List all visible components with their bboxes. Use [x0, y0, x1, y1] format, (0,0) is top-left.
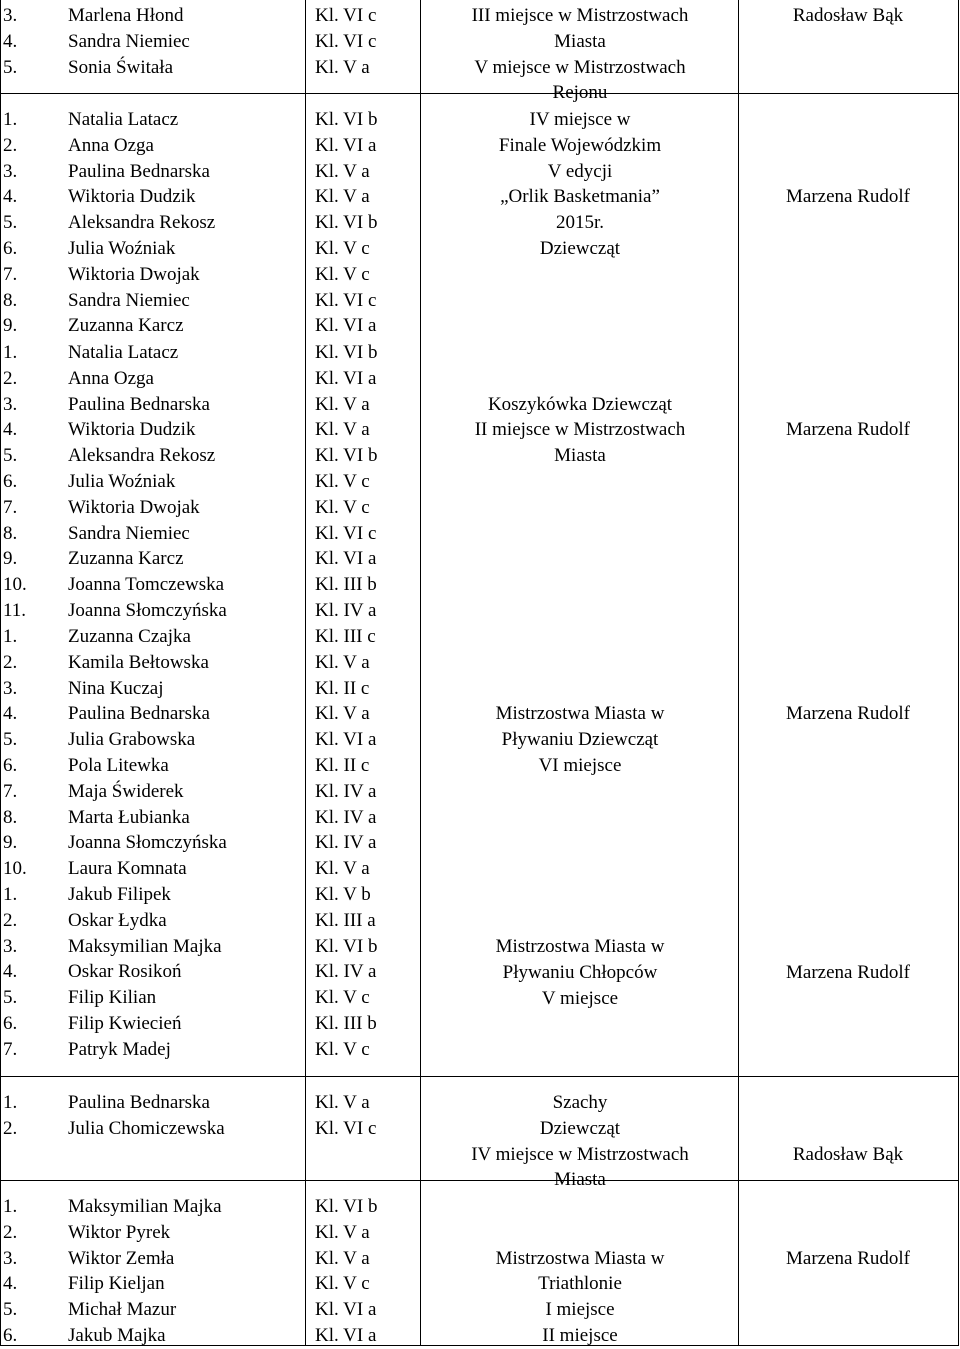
- row-number: 4.: [3, 186, 18, 208]
- student-class: Kl. IV a: [315, 806, 377, 828]
- row-number: 2.: [3, 367, 18, 389]
- student-name: Sandra Niemiec: [68, 522, 190, 544]
- row-number: 7.: [3, 780, 18, 802]
- student-name: Paulina Bednarska: [68, 1092, 210, 1113]
- row-number: 3.: [3, 160, 18, 182]
- student-class: Kl. V c: [315, 238, 370, 259]
- row-number: 9.: [3, 832, 18, 854]
- row-number: 2.: [3, 1221, 18, 1243]
- student-class: Kl. IV a: [315, 600, 377, 621]
- column-rule: [305, 0, 306, 1346]
- row-number: 2.: [3, 1117, 18, 1139]
- student-class: Kl. V a: [315, 858, 370, 880]
- student-class: Kl. VI c: [315, 289, 377, 311]
- student-name: Natalia Latacz: [68, 109, 179, 130]
- teacher-name: Marzena Rudolf: [786, 1247, 910, 1269]
- student-name: Aleksandra Rekosz: [68, 445, 216, 467]
- student-name: Filip Kieljan: [68, 1273, 165, 1295]
- student-class: Kl. V a: [315, 186, 370, 208]
- student-class: Kl. VI a: [315, 315, 377, 337]
- achievement-line: II miejsce w Mistrzostwach: [474, 419, 686, 441]
- student-name: Marlena Hłond: [68, 5, 184, 26]
- student-name: Sandra Niemiec: [68, 289, 190, 311]
- student-name: Joanna Tomczewska: [68, 574, 225, 596]
- row-number: 3.: [3, 393, 18, 415]
- student-class: Kl. VI b: [315, 109, 378, 130]
- student-name: Paulina Bednarska: [68, 160, 210, 182]
- achievement-line: II miejsce: [542, 1325, 618, 1346]
- achievement-line: V miejsce: [541, 987, 619, 1009]
- row-number: 8.: [3, 522, 18, 544]
- row-number: 1.: [3, 1092, 18, 1113]
- row-number: 8.: [3, 289, 18, 311]
- row-number: 2.: [3, 651, 18, 673]
- column-rule: [738, 0, 739, 1346]
- teacher-name: Radosław Bąk: [792, 5, 904, 26]
- column-rule: [958, 0, 959, 1346]
- student-name: Julia Woźniak: [68, 238, 176, 259]
- student-name: Michał Mazur: [68, 1299, 177, 1321]
- achievement-line: V miejsce w Mistrzostwach: [474, 56, 686, 78]
- row-number: 4.: [3, 1273, 18, 1295]
- row-number: 10.: [3, 858, 27, 880]
- achievement-line: Koszykówka Dziewcząt: [487, 393, 673, 415]
- student-name: Oskar Łydka: [68, 909, 167, 931]
- achievement-line: Miasta: [554, 1169, 606, 1191]
- student-name: Filip Kilian: [68, 987, 157, 1009]
- student-name: Laura Komnata: [68, 858, 187, 880]
- student-class: Kl. III b: [315, 1013, 377, 1034]
- achievement-line: Szachy: [552, 1092, 608, 1113]
- row-number: 4.: [3, 703, 18, 725]
- student-name: Anna Ozga: [68, 134, 154, 156]
- teacher-name: Marzena Rudolf: [786, 186, 910, 208]
- row-number: 10.: [3, 574, 27, 596]
- student-class: Kl. V a: [315, 56, 370, 78]
- row-number: 2.: [3, 134, 18, 156]
- achievement-line: „Orlik Basketmania”: [500, 186, 660, 208]
- student-class: Kl. VI a: [315, 1299, 377, 1321]
- student-name: Patryk Madej: [68, 1038, 171, 1060]
- student-class: Kl. V a: [315, 703, 370, 725]
- row-number: 5.: [3, 445, 18, 467]
- student-name: Filip Kwiecień: [68, 1013, 182, 1034]
- column-rule: [420, 0, 421, 1346]
- student-name: Nina Kuczaj: [68, 677, 164, 699]
- student-class: Kl. IV a: [315, 961, 377, 983]
- row-number: 6.: [3, 238, 18, 259]
- student-name: Kamila Bełtowska: [68, 651, 209, 673]
- row-number: 7.: [3, 496, 18, 518]
- row-number: 2.: [3, 909, 18, 931]
- student-class: Kl. V a: [315, 651, 370, 673]
- achievement-line: Triathlonie: [538, 1273, 622, 1295]
- student-name: Wiktoria Dwojak: [68, 263, 200, 285]
- achievement-line: VI miejsce: [538, 755, 622, 776]
- student-class: Kl. VI b: [315, 935, 378, 957]
- achievement-line: Pływaniu Chłopców: [502, 961, 658, 983]
- achievement-line: IV miejsce w: [529, 109, 631, 130]
- student-class: Kl. II c: [315, 677, 370, 699]
- student-name: Paulina Bednarska: [68, 393, 210, 415]
- student-class: Kl. V a: [315, 1092, 370, 1113]
- row-number: 6.: [3, 471, 18, 492]
- row-number: 1.: [3, 884, 18, 905]
- achievement-line: III miejsce w Mistrzostwach: [471, 5, 689, 26]
- row-number: 4.: [3, 419, 18, 441]
- student-class: Kl. VI b: [315, 1196, 378, 1217]
- student-name: Zuzanna Karcz: [68, 548, 184, 570]
- student-name: Wiktoria Dudzik: [68, 419, 196, 441]
- achievement-line: Dziewcząt: [539, 1117, 621, 1139]
- teacher-name: Radosław Bąk: [792, 1143, 904, 1165]
- row-number: 8.: [3, 806, 18, 828]
- student-class: Kl. V c: [315, 263, 370, 285]
- student-name: Jakub Filipek: [68, 884, 171, 905]
- student-name: Anna Ozga: [68, 367, 154, 389]
- student-name: Maksymilian Majka: [68, 935, 222, 957]
- student-class: Kl. VI b: [315, 212, 378, 234]
- row-number: 7.: [3, 1038, 18, 1060]
- student-class: Kl. V a: [315, 419, 370, 441]
- student-name: Pola Litewka: [68, 755, 169, 776]
- row-number: 6.: [3, 1325, 18, 1346]
- student-class: Kl. VI c: [315, 5, 377, 26]
- student-class: Kl. II c: [315, 755, 370, 776]
- achievement-line: Dziewcząt: [539, 238, 621, 259]
- student-class: Kl. V c: [315, 1273, 370, 1295]
- row-number: 11.: [3, 600, 27, 621]
- student-class: Kl. V a: [315, 160, 370, 182]
- row-number: 1.: [3, 109, 18, 130]
- row-number: 1.: [3, 342, 18, 363]
- achievement-line: Pływaniu Dziewcząt: [501, 729, 659, 751]
- student-name: Jakub Majka: [68, 1325, 166, 1346]
- student-name: Natalia Latacz: [68, 342, 179, 363]
- student-name: Zuzanna Karcz: [68, 315, 184, 337]
- teacher-name: Marzena Rudolf: [786, 419, 910, 441]
- student-name: Joanna Słomczyńska: [68, 600, 227, 621]
- achievement-line: Finale Wojewódzkim: [498, 134, 662, 156]
- student-name: Wiktoria Dudzik: [68, 186, 196, 208]
- student-class: Kl. V a: [315, 1247, 370, 1269]
- row-number: 9.: [3, 315, 18, 337]
- student-class: Kl. IV a: [315, 832, 377, 854]
- student-class: Kl. III c: [315, 626, 376, 647]
- student-name: Sonia Świtała: [68, 56, 174, 78]
- row-number: 4.: [3, 961, 18, 983]
- teacher-name: Marzena Rudolf: [786, 703, 910, 725]
- student-name: Joanna Słomczyńska: [68, 832, 227, 854]
- student-name: Zuzanna Czajka: [68, 626, 191, 647]
- row-number: 3.: [3, 5, 18, 26]
- teacher-name: Marzena Rudolf: [786, 961, 910, 983]
- achievement-line: IV miejsce w Mistrzostwach: [471, 1143, 689, 1165]
- row-number: 4.: [3, 30, 18, 52]
- row-number: 5.: [3, 987, 18, 1009]
- student-class: Kl. VI a: [315, 134, 377, 156]
- student-class: Kl. VI a: [315, 367, 377, 389]
- row-number: 3.: [3, 935, 18, 957]
- student-name: Julia Woźniak: [68, 471, 176, 492]
- student-class: Kl. VI c: [315, 30, 377, 52]
- student-class: Kl. V c: [315, 471, 370, 492]
- student-class: Kl. VI b: [315, 445, 378, 467]
- achievement-line: 2015r.: [555, 212, 605, 234]
- achievement-line: V edycji: [547, 160, 613, 182]
- student-class: Kl. V c: [315, 1038, 370, 1060]
- student-class: Kl. V c: [315, 496, 370, 518]
- student-name: Julia Chomiczewska: [68, 1117, 225, 1139]
- row-number: 5.: [3, 212, 18, 234]
- student-name: Wiktoria Dwojak: [68, 496, 200, 518]
- student-class: Kl. III b: [315, 574, 377, 596]
- student-class: Kl. VI c: [315, 522, 377, 544]
- student-class: Kl. VI a: [315, 1325, 377, 1346]
- row-number: 6.: [3, 755, 18, 776]
- achievement-line: Mistrzostwa Miasta w: [495, 703, 665, 725]
- achievement-line: Miasta: [554, 30, 606, 52]
- student-name: Wiktor Pyrek: [68, 1221, 171, 1243]
- student-name: Oskar Rosikoń: [68, 961, 182, 983]
- row-number: 5.: [3, 729, 18, 751]
- column-rule: [0, 0, 1, 1346]
- student-name: Marta Łubianka: [68, 806, 190, 828]
- row-number: 5.: [3, 1299, 18, 1321]
- row-number: 6.: [3, 1013, 18, 1034]
- student-class: Kl. VI b: [315, 342, 378, 363]
- student-name: Julia Grabowska: [68, 729, 196, 751]
- student-class: Kl. V c: [315, 987, 370, 1009]
- student-name: Aleksandra Rekosz: [68, 212, 216, 234]
- achievement-line: Mistrzostwa Miasta w: [495, 1247, 665, 1269]
- student-class: Kl. V a: [315, 1221, 370, 1243]
- student-class: Kl. V b: [315, 884, 371, 905]
- student-class: Kl. VI c: [315, 1117, 377, 1139]
- row-number: 1.: [3, 1196, 18, 1217]
- row-number: 3.: [3, 1247, 18, 1269]
- achievement-line: Mistrzostwa Miasta w: [495, 936, 665, 957]
- achievement-line: Miasta: [554, 445, 606, 467]
- row-number: 1.: [3, 626, 18, 647]
- achievement-line: Rejonu: [552, 82, 608, 104]
- student-name: Maksymilian Majka: [68, 1196, 222, 1217]
- student-name: Paulina Bednarska: [68, 703, 210, 725]
- student-class: Kl. IV a: [315, 780, 377, 802]
- student-class: Kl. VI a: [315, 548, 377, 570]
- row-number: 3.: [3, 677, 18, 699]
- row-number: 5.: [3, 56, 18, 78]
- student-class: Kl. V a: [315, 393, 370, 415]
- row-number: 7.: [3, 263, 18, 285]
- student-name: Maja Świderek: [68, 780, 184, 802]
- student-name: Sandra Niemiec: [68, 30, 190, 52]
- student-class: Kl. III a: [315, 909, 376, 931]
- student-name: Wiktor Zemła: [68, 1247, 175, 1269]
- achievement-line: I miejsce: [545, 1299, 615, 1321]
- row-number: 9.: [3, 548, 18, 570]
- row-rule: [0, 1076, 958, 1077]
- student-class: Kl. VI a: [315, 729, 377, 751]
